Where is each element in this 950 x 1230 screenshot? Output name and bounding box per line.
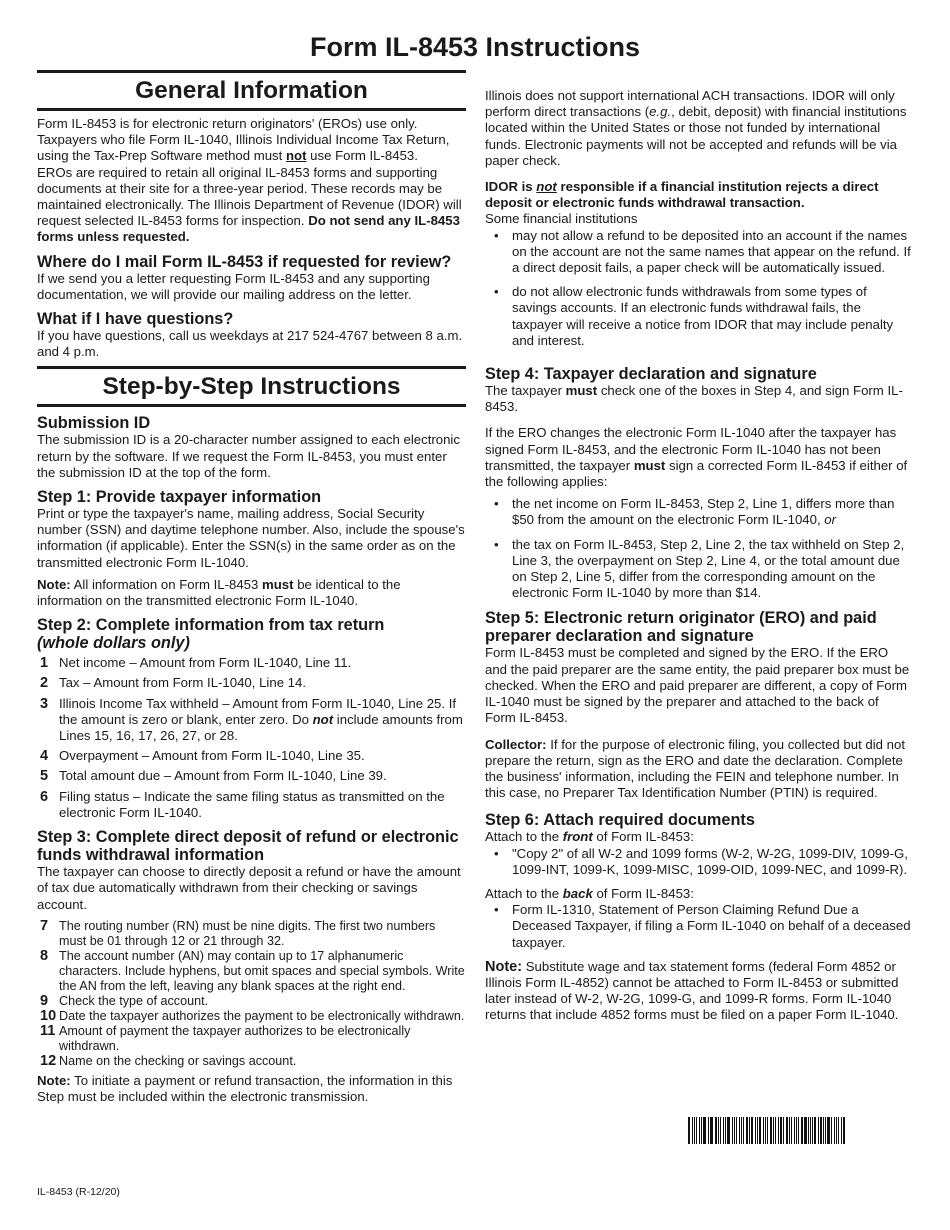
submission-id-text: The submission ID is a 20-character number assigned to each electronic return by the software. If we request the Form IL-8453, you must enter the submission ID at the top of the form. [37, 432, 460, 480]
list-item: 8 The account number (AN) may contain up to 17 alphanumeric characters. Include hyphens, but omit spaces and special symbols. Write the AN from the left, leaving any blank spaces at the right end. [40, 947, 465, 993]
step5-heading: Step 5: Electronic return originator (ERO) and paid preparer declaration and signature [485, 609, 877, 646]
list-item: 6 Filing status – Indicate the same filing status as transmitted on the electronic Form IL-1040. [40, 788, 445, 820]
financial-institution-bullets [485, 228, 913, 349]
step2-subheading: (whole dollars only) [37, 634, 190, 653]
list-item: 3 Illinois Income Tax withheld – Amount from Form IL-1040, Line 25. If the amount is zero or blank, enter zero. Do not include amounts from Lines 15, 16, 17, 26, 27, or 28. [40, 695, 463, 744]
list-item: 1 Net income – Amount from Form IL-1040, Line 11. [40, 655, 352, 672]
list-item: • may not allow a refund to be deposited into an account if the names on the account are not the same names that appear on the refund. If a direct deposit fails, a paper check will be automatically issued. [494, 227, 911, 276]
list-item: • the tax on Form IL-8453, Step 2, Line 2, the tax withheld on Step 2, Line 3, the overpayment on Step 2, Line 4, or the total amount due on Step 2, Line 5, differ from the corresponding amount on the electronic Form IL-1040 by more than $14. [494, 536, 905, 601]
list-item: 9 Check the type of account. [40, 992, 209, 1009]
step2-list [37, 655, 466, 821]
submission-id-heading: Submission ID [37, 414, 151, 433]
list-item: • Form IL-1310, Statement of Person Claiming Refund Due a Deceased Taxpayer, if filing a Form IL-1040 on behalf of a deceased taxpayer. [494, 902, 911, 950]
list-item: 2 Tax – Amount from Form IL-1040, Line 14. [40, 675, 307, 692]
step4-paragraph-1: The taxpayer must check one of the boxes in Step 4, and sign Form IL-8453. [485, 383, 903, 415]
step-by-step-heading: Step-by-Step Instructions [37, 366, 466, 407]
general-paragraph-2: EROs are required to retain all original IL-8453 forms and supporting documents at their site for a three-year period. These records may be maintained electronically. The Illinois Department of Revenue (IDOR) will request selected IL-8453 forms for inspection. Do not send any IL-8453 forms unless requested. [37, 164, 462, 245]
mail-heading: Where do I mail Form IL-8453 if requested for review? [37, 252, 452, 271]
step5-paragraph: Form IL-8453 must be completed and signed by the ERO. If the ERO and the paid preparer are the same entity, the paid preparer box must be checked. When the ERO and paid preparer are different, a copy of Form IL-1040 must be signed by the preparer and attached to the back of Form IL-8453. [485, 645, 910, 726]
list-item: 11 Amount of payment the taxpayer authorizes to be electronically withdrawn. [40, 1022, 411, 1053]
right-column [485, 88, 913, 1030]
list-item: • "Copy 2" of all W-2 and 1099 forms (W-2, W-2G, 1099-DIV, 1099-G, 1099-INT, 1099-K, 1099-MISC, 1099-OID, 1099-NEC, and 1099-R). [494, 845, 908, 877]
list-item: 7 The routing number (RN) must be nine digits. The first two numbers must be 01 through 12 or 21 through 32. [40, 917, 436, 948]
step6-note: Note: Substitute wage and tax statement forms (federal Form 4852 or Illinois Form IL-4852) cannot be attached to Form IL-8453 or submitted later instead of W-2, W-2G, 1099-G, and 1099-R forms. Form IL-1040 returns that include 4852 forms must be filed on a paper Form IL-1040. [485, 958, 899, 1023]
step3-list [37, 919, 466, 1069]
step3-heading: Step 3: Complete direct deposit of refund or electronic funds withdrawal information [37, 828, 459, 865]
attach-front-bullets [485, 846, 913, 878]
step3-text: The taxpayer can choose to directly deposit a refund or have the amount of tax due automatically withdrawn from their checking or savings account. [37, 864, 461, 912]
general-paragraph-1: Form IL-8453 is for electronic return originators' (EROs) use only. Taxpayers who file Form IL-1040, Illinois Individual Income Tax Return, using the Tax-Prep Software method must not use Form IL-8453. [37, 116, 450, 164]
list-item: 5 Total amount due – Amount from Form IL-1040, Line 39. [40, 768, 387, 785]
some-financial-institutions: Some financial institutions [485, 211, 638, 227]
left-column [37, 70, 466, 1111]
step4-heading: Step 4: Taxpayer declaration and signature [485, 365, 817, 384]
step1-note: Note: All information on Form IL-8453 must be identical to the information on the transmitted electronic Form IL-1040. [37, 576, 401, 609]
step3-note: Note: To initiate a payment or refund transaction, the information in this Step must be included within the electronic transmission. [37, 1072, 453, 1104]
step4-bullets [485, 496, 913, 601]
idor-statement: IDOR is not responsible if a financial institution rejects a direct deposit or electronic funds withdrawal transaction. [485, 179, 879, 211]
step1-text: Print or type the taxpayer's name, mailing address, Social Security number (SSN) and daytime telephone number. Also, include the spouse's information (if applicable). Enter the SSN(s) in the same order as on the transmitted electronic Form IL-1040. [37, 506, 465, 570]
step6-heading: Step 6: Attach required documents [485, 811, 755, 830]
list-item: 12 Name on the checking or savings account. [40, 1052, 297, 1069]
collector-paragraph: Collector: If for the purpose of electronic filing, you collected but did not prepare the return, sign as the ERO and date the declaration. Complete the business' information, including the FEIN and telephone number. In this case, no Preparer Tax Identification Number (PTIN) is required. [485, 736, 906, 801]
ach-paragraph: Illinois does not support international ACH transactions. IDOR will only perform direct transactions (e.g., debit, deposit) with financial institutions located within the United States or those not funded by international funds. Electronic payments will not be accepted and refunds will be via paper check. [485, 88, 907, 168]
mail-text: If we send you a letter requesting Form IL-8453 and any supporting documentation, we will provide our mailing address on the letter. [37, 270, 430, 302]
attach-back-label: Attach to the back of Form IL-8453: [485, 885, 694, 901]
list-item: • the net income on Form IL-8453, Step 2, Line 1, differs more than $50 from the amount on the electronic Form IL-1040, or [494, 496, 895, 528]
step4-paragraph-2: If the ERO changes the electronic Form IL-1040 after the taxpayer has signed Form IL-8453, and the electronic Form IL-1040 has not been transmitted, the taxpayer must sign a corrected Form IL-8453 if either of the following applies: [485, 425, 908, 490]
general-information-heading: General Information [37, 70, 466, 111]
list-item: • do not allow electronic funds withdrawals from some types of savings accounts. If an electronic funds withdrawal fails, the taxpayer will receive a notice from IDOR that may include penalty and interest. [494, 284, 894, 348]
attach-back-bullets [485, 902, 913, 951]
step1-heading: Step 1: Provide taxpayer information [37, 488, 322, 507]
list-item: 10 Date the taxpayer authorizes the payment to be electronically withdrawn. [40, 1007, 465, 1024]
attach-front-label: Attach to the front of Form IL-8453: [485, 829, 694, 845]
form-revision-footer: IL-8453 (R-12/20) [37, 1186, 120, 1198]
questions-heading: What if I have questions? [37, 310, 234, 329]
questions-text: If you have questions, call us weekdays at 217 524-4767 between 8 a.m. and 4 p.m. [37, 328, 463, 360]
step2-heading: Step 2: Complete information from tax return (whole dollars only) [37, 616, 466, 652]
barcode-icon [688, 1117, 846, 1144]
page-title: Form IL-8453 Instructions [309, 32, 641, 62]
list-item: 4 Overpayment – Amount from Form IL-1040, Line 35. [40, 748, 365, 765]
